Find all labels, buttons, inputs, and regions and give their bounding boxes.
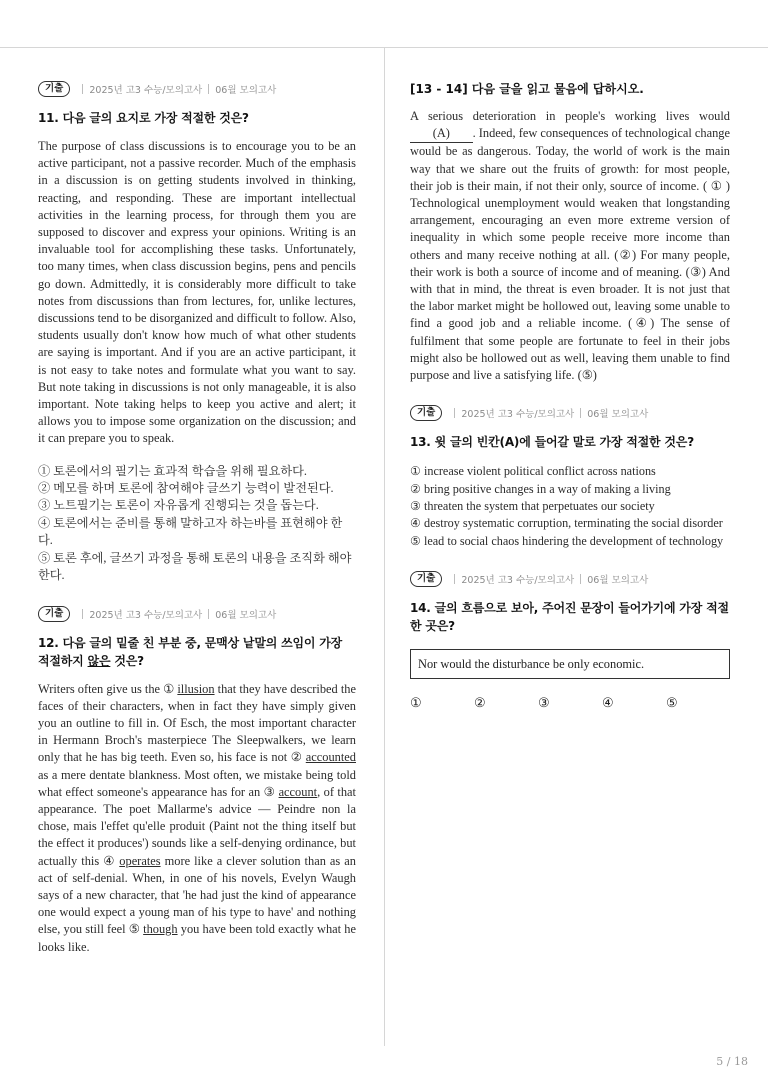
question-11 <box>38 80 356 585</box>
separator <box>82 84 83 94</box>
choice-list <box>38 463 356 585</box>
separator <box>580 408 581 418</box>
answer-options <box>410 695 730 711</box>
separator <box>580 574 581 584</box>
passage-text: more like a clever solution than as an act of self-denial. When, in one of his novels, Evelyn Waugh says of a new character, that 'he had just the kind of appearance one would expect a young man of his type to have' and nothing else, you still feel ⑤ <box>38 853 356 937</box>
choice-3[interactable]: ③ 노트필기는 토론이 자유롭게 진행되는 것을 돕는다. <box>38 498 319 513</box>
choice-4[interactable]: ④ 토론에서는 준비를 통해 말하고자 하는바를 표현해야 한다. <box>38 515 343 548</box>
passage <box>410 108 730 384</box>
set-13-14 <box>410 80 730 384</box>
question-12 <box>38 605 356 956</box>
exam-tag: 기출 <box>410 405 442 421</box>
source-exam: 2025년 고3 수능/모의고사 <box>461 575 575 587</box>
question-title: 13. 윗 글의 빈칸(A)에 들어갈 말로 가장 적절한 것은? <box>410 435 694 450</box>
underlined-word-1: illusion <box>177 681 215 696</box>
passage <box>38 681 356 956</box>
source-exam: 2025년 고3 수능/모의고사 <box>89 85 203 96</box>
question-title: 11. 다음 글의 요지로 가장 적절한 것은? <box>38 111 249 125</box>
exam-tag: 기출 <box>38 606 70 622</box>
choice-4[interactable]: ④ destroy systematic corruption, terminating the social disorder <box>410 516 723 531</box>
passage-text: as a mere dentate blankness. Most often, we mistake being told what effect someone's appearance has for an ③ <box>38 767 356 799</box>
option-3[interactable]: ③ <box>538 695 550 711</box>
passage-text: that they have described the faces of their characters, when in fact they have simply given you an outline to fill in. Of Esch, the most important character in Hermann Broch's masterpiece The Sleepwalkers, we learn only that he has big teeth. Even so, his face is not ② <box>38 681 356 765</box>
choice-2[interactable]: ② bring positive changes in a way of making a living <box>410 481 671 496</box>
separator <box>454 574 455 584</box>
exam-tag: 기출 <box>38 81 70 97</box>
source-month: 06월 모의고사 <box>587 409 649 421</box>
column-divider <box>384 48 385 1046</box>
source-month: 06월 모의고사 <box>215 85 277 96</box>
separator <box>208 609 209 619</box>
option-4[interactable]: ④ <box>602 695 614 711</box>
option-2[interactable]: ② <box>474 695 486 711</box>
choice-list <box>410 463 730 550</box>
left-column <box>38 80 356 956</box>
separator <box>454 408 455 418</box>
underlined-word-2: accounted <box>305 750 356 765</box>
choice-5[interactable]: ⑤ lead to social chaos hindering the development of technology <box>410 533 724 548</box>
option-1[interactable]: ① <box>410 695 422 711</box>
exam-tag: 기출 <box>410 571 442 587</box>
set-header: [13 - 14] 다음 글을 읽고 물음에 답하시오. <box>410 82 644 96</box>
question-title <box>38 634 356 670</box>
source-exam: 2025년 고3 수능/모의고사 <box>461 409 575 421</box>
right-column <box>410 80 730 711</box>
passage-text: . Indeed, few consequences of technological change would be as dangerous. Today, the world of work is the main way that we share out the fruits of growth: for most people, their job is their main, if not their only, source of income. ( ① ) Technological unemployment would weaken that longstanding arrangement, encouraging an even more extreme version of inequality in which some people receive more income than others and many receive nothing at all. (②) For many people, their work is both a source of income and of meaning. (③) And with that in mind, the threat is even broader. It is not just that the labor market might be hollowed out, leaving some unable to find a good job and a reliable income. (④) The sense of fulfilment that some people are fortunate to feel in their jobs might also be hollowed out as well, leaving them unable to find purpose and live a satisfying life. (⑤) <box>410 126 730 383</box>
source-line <box>38 80 356 98</box>
choice-1[interactable]: ① 토론에서의 필기는 효과적 학습을 위해 필요하다. <box>38 463 307 478</box>
choice-3[interactable]: ③ threaten the system that perpetuates our society <box>410 499 655 514</box>
source-month: 06월 모의고사 <box>215 609 277 621</box>
question-14 <box>410 570 730 711</box>
given-sentence-box: Nor would the disturbance be only economic. <box>410 649 730 679</box>
choice-1[interactable]: ① increase violent political conflict across nations <box>410 464 656 479</box>
source-line <box>410 404 730 422</box>
page-number: 5 / 18 <box>716 1055 748 1068</box>
title-underlined: 않은 <box>87 653 111 668</box>
underlined-word-5: though <box>143 922 178 937</box>
passage-text: , of that appearance. The poet Mallarme's advice — Peindre non la chose, mais l'effet qu'elle produit (Paint not the thing itself but the effect it produces') sounds like a self-denying ordinance, but actually this ④ <box>38 784 356 868</box>
underlined-word-3: account <box>278 784 318 799</box>
blank-a <box>410 125 473 143</box>
passage-text: A serious deterioration in people's working lives would <box>410 109 730 123</box>
underlined-word-4: operates <box>119 853 161 868</box>
source-month: 06월 모의고사 <box>587 575 649 587</box>
separator <box>82 609 83 619</box>
source-line <box>38 605 356 623</box>
passage-text: you have been told exactly what he looks like. <box>38 922 356 954</box>
choice-5[interactable]: ⑤ 토론 후에, 글쓰기 과정을 통해 토론의 내용을 조직화 해야한다. <box>38 550 352 583</box>
separator <box>208 84 209 94</box>
question-13 <box>410 404 730 550</box>
title-part: 12. 다음 글의 밑줄 친 부분 중, 문맥상 낱말의 쓰임이 가장 적절하지 <box>38 635 343 668</box>
blank-label: (A) <box>432 126 450 141</box>
title-part: 것은? <box>110 653 144 668</box>
option-5[interactable]: ⑤ <box>666 695 678 711</box>
question-title: 14. 글의 흐름으로 보아, 주어진 문장이 들어가기에 가장 적절한 곳은? <box>410 601 729 634</box>
source-exam: 2025년 고3 수능/모의고사 <box>89 609 203 621</box>
source-line <box>410 570 730 588</box>
choice-2[interactable]: ② 메모를 하며 토론에 참여해야 글쓰기 능력이 발전된다. <box>38 481 334 496</box>
passage-text: Writers often give us the ① <box>38 681 178 696</box>
passage: The purpose of class discussions is to encourage you to be an active participant, not a passive recorder. Much of the emphasis in a discussion is on getting students involved in thinking, reacting, and responding. These are important intellectual activities in the learning process, for through them you are supposed to discover and express your opinions. Writing is an invaluable tool for accomplishing these tasks. Unfortunately, too many times, when class discussion begins, pens and pencils go down. Admittedly, it is considerably more difficult to take notes from discussions than from lectures, for, unlike lectures, discussions tend to be disorganized and difficult to follow. Also, students usually don't know how much of what other students are saying is important. And if you are an active participant, it is not easy to take notes and formulate what you want to say. But note taking in discussions is not only manageable, it is also important. Note taking helps to keep you active and alert; it allows you to impose some organization on the discussion; and it can prepare you to speak. <box>38 139 356 446</box>
